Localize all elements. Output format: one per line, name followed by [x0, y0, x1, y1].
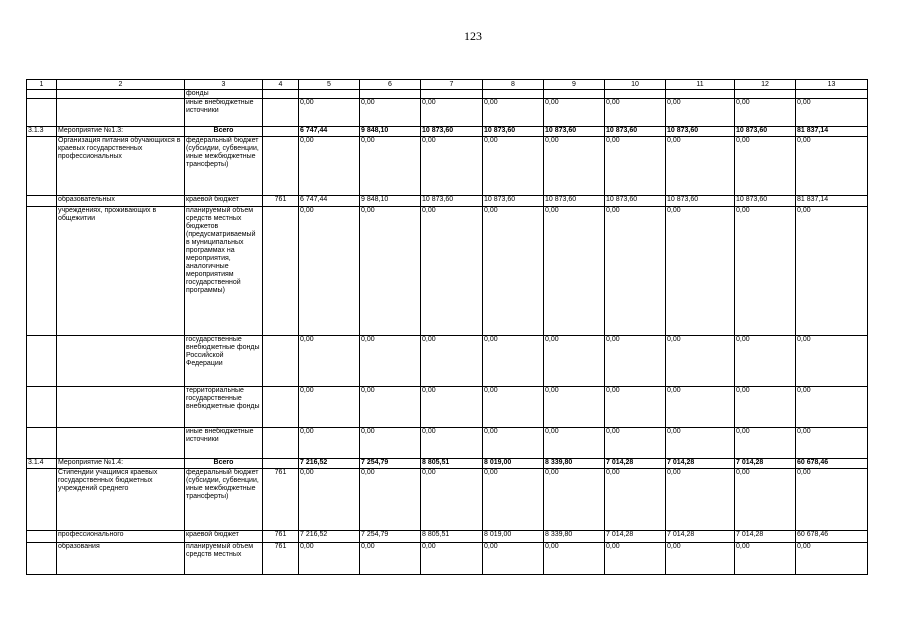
- table-cell: 81 837,14: [796, 196, 868, 207]
- table-cell: 8 019,00: [483, 531, 544, 543]
- table-cell: [483, 90, 544, 99]
- table-row: [27, 336, 868, 387]
- table-cell: 0,00: [666, 543, 735, 575]
- table-cell: 10 873,60: [544, 127, 605, 137]
- table-cell: 8 019,00: [483, 459, 544, 469]
- table-cell: Мероприятие №1.4:: [57, 459, 185, 469]
- table-cell: иные внебюджетные источники: [185, 428, 263, 459]
- column-header: 1: [27, 80, 57, 90]
- table-cell: 0,00: [483, 543, 544, 575]
- table-cell: 0,00: [666, 387, 735, 428]
- table-cell: [421, 90, 483, 99]
- table-cell: 0,00: [544, 207, 605, 336]
- table-cell: 3.1.3: [27, 127, 57, 137]
- table-cell: 0,00: [299, 99, 360, 127]
- table-cell: учреждениях, проживающих в общежитии: [57, 207, 185, 336]
- table-cell: 0,00: [796, 207, 868, 336]
- table-cell: 0,00: [735, 387, 796, 428]
- table-cell: 0,00: [299, 387, 360, 428]
- table-cell: 0,00: [483, 387, 544, 428]
- column-header: 8: [483, 80, 544, 90]
- table-cell: 0,00: [605, 336, 666, 387]
- table-cell: 0,00: [735, 469, 796, 531]
- table-cell: [263, 90, 299, 99]
- table-cell: [27, 531, 57, 543]
- table-cell: иные внебюджетные источники: [185, 99, 263, 127]
- table-cell: 9 848,10: [360, 127, 421, 137]
- table-cell: образования: [57, 543, 185, 575]
- table-cell: 0,00: [544, 387, 605, 428]
- table-cell: 0,00: [735, 336, 796, 387]
- table-cell: 7 014,28: [735, 459, 796, 469]
- table-cell: 0,00: [666, 469, 735, 531]
- table-cell: [27, 428, 57, 459]
- column-header: 9: [544, 80, 605, 90]
- table-cell: 7 014,28: [666, 459, 735, 469]
- table-cell: [263, 127, 299, 137]
- table-cell: краевой бюджет: [185, 531, 263, 543]
- table-row: [27, 459, 868, 469]
- table-cell: 0,00: [483, 469, 544, 531]
- table-row: [27, 99, 868, 127]
- table-cell: 10 873,60: [605, 127, 666, 137]
- table-cell: 0,00: [299, 207, 360, 336]
- table-cell: 0,00: [605, 428, 666, 459]
- table-cell: 7 014,28: [666, 531, 735, 543]
- column-header: 11: [666, 80, 735, 90]
- table-row: [27, 196, 868, 207]
- table-cell: 0,00: [360, 207, 421, 336]
- table-cell: [57, 90, 185, 99]
- table-cell: 0,00: [483, 137, 544, 196]
- table-cell: 7 014,28: [735, 531, 796, 543]
- table-cell: 0,00: [421, 137, 483, 196]
- column-header: 13: [796, 80, 868, 90]
- table-cell: 6 747,44: [299, 196, 360, 207]
- table-cell: [360, 90, 421, 99]
- table-cell: 0,00: [544, 469, 605, 531]
- table-cell: [27, 196, 57, 207]
- table-cell: 0,00: [421, 387, 483, 428]
- table-cell: 0,00: [360, 543, 421, 575]
- table-cell: Всего: [185, 459, 263, 469]
- table-cell: Всего: [185, 127, 263, 137]
- table-row: [27, 428, 868, 459]
- table-cell: 0,00: [483, 336, 544, 387]
- table-cell: 10 873,60: [605, 196, 666, 207]
- table-cell: 7 216,52: [299, 531, 360, 543]
- table-cell: 0,00: [544, 336, 605, 387]
- table-cell: 10 873,60: [735, 196, 796, 207]
- table-cell: 0,00: [605, 99, 666, 127]
- table-cell: 81 837,14: [796, 127, 868, 137]
- table-cell: 0,00: [544, 428, 605, 459]
- table-cell: 10 873,60: [735, 127, 796, 137]
- table-cell: 0,00: [544, 543, 605, 575]
- column-header: 10: [605, 80, 666, 90]
- budget-table: [26, 79, 868, 575]
- column-header: 2: [57, 80, 185, 90]
- table-row: [27, 531, 868, 543]
- page-number: 123: [464, 29, 482, 43]
- table-row: [27, 127, 868, 137]
- table-cell: 0,00: [299, 137, 360, 196]
- table-cell: [27, 207, 57, 336]
- column-header: 4: [263, 80, 299, 90]
- table-cell: [27, 99, 57, 127]
- table-cell: профессионального: [57, 531, 185, 543]
- table-cell: [57, 387, 185, 428]
- column-header: 5: [299, 80, 360, 90]
- table-cell: 10 873,60: [483, 127, 544, 137]
- table-cell: 0,00: [299, 543, 360, 575]
- table-cell: [27, 387, 57, 428]
- table-cell: 0,00: [796, 543, 868, 575]
- table-cell: 0,00: [735, 543, 796, 575]
- table-cell: 0,00: [666, 207, 735, 336]
- table-cell: 60 678,46: [796, 459, 868, 469]
- table-cell: 0,00: [605, 207, 666, 336]
- table-cell: 10 873,60: [666, 196, 735, 207]
- column-header: 12: [735, 80, 796, 90]
- table-cell: государственные внебюджетные фонды Российской Федерации: [185, 336, 263, 387]
- table-cell: 7 014,28: [605, 531, 666, 543]
- table-cell: 0,00: [666, 137, 735, 196]
- table-cell: [27, 137, 57, 196]
- table-cell: [666, 90, 735, 99]
- table-cell: 0,00: [544, 137, 605, 196]
- table-cell: 0,00: [483, 99, 544, 127]
- column-header: 7: [421, 80, 483, 90]
- table-cell: краевой бюджет: [185, 196, 263, 207]
- table-cell: 10 873,60: [666, 127, 735, 137]
- column-header: 6: [360, 80, 421, 90]
- table-cell: 7 254,79: [360, 531, 421, 543]
- table-row: [27, 90, 868, 99]
- table-cell: фонды: [185, 90, 263, 99]
- table-cell: 3.1.4: [27, 459, 57, 469]
- table-cell: 8 339,80: [544, 459, 605, 469]
- table-cell: 0,00: [796, 428, 868, 459]
- table-cell: 0,00: [421, 336, 483, 387]
- table-cell: 0,00: [666, 336, 735, 387]
- table-cell: 0,00: [735, 428, 796, 459]
- header-row: [27, 80, 868, 90]
- table-cell: 0,00: [735, 99, 796, 127]
- table-cell: 8 805,51: [421, 531, 483, 543]
- table-cell: 761: [263, 531, 299, 543]
- table-cell: 7 254,79: [360, 459, 421, 469]
- table-cell: 7 216,52: [299, 459, 360, 469]
- table-cell: 0,00: [605, 469, 666, 531]
- table-cell: 0,00: [421, 428, 483, 459]
- table-cell: 0,00: [360, 137, 421, 196]
- table-cell: [27, 469, 57, 531]
- table-cell: [57, 99, 185, 127]
- table-body: [27, 80, 868, 575]
- table-cell: [27, 90, 57, 99]
- table-cell: 0,00: [666, 99, 735, 127]
- table-cell: [263, 387, 299, 428]
- table-cell: 0,00: [360, 387, 421, 428]
- table-cell: [57, 428, 185, 459]
- table-row: [27, 469, 868, 531]
- table-cell: [263, 336, 299, 387]
- table-row: [27, 137, 868, 196]
- table-cell: федеральный бюджет (субсидии, субвенции, иные межбюджетные трансферты): [185, 469, 263, 531]
- table-cell: 761: [263, 196, 299, 207]
- table-cell: 0,00: [360, 336, 421, 387]
- table-cell: 761: [263, 469, 299, 531]
- table-cell: 0,00: [360, 469, 421, 531]
- table-cell: 0,00: [796, 387, 868, 428]
- table-row: [27, 207, 868, 336]
- column-header: 3: [185, 80, 263, 90]
- table-cell: 0,00: [605, 543, 666, 575]
- table-cell: 0,00: [735, 207, 796, 336]
- table-cell: Мероприятие №1.3:: [57, 127, 185, 137]
- table-cell: федеральный бюджет (субсидии, субвенции, иные межбюджетные трансферты): [185, 137, 263, 196]
- table-cell: 7 014,28: [605, 459, 666, 469]
- table-cell: 0,00: [360, 99, 421, 127]
- table-cell: 0,00: [483, 428, 544, 459]
- table-cell: 10 873,60: [421, 127, 483, 137]
- table-cell: 0,00: [796, 137, 868, 196]
- table-cell: 0,00: [796, 99, 868, 127]
- table-cell: [263, 428, 299, 459]
- table-cell: [263, 207, 299, 336]
- table-cell: 0,00: [299, 469, 360, 531]
- table-cell: 0,00: [299, 336, 360, 387]
- table-cell: 0,00: [796, 336, 868, 387]
- table-cell: планируемый объем средств местных бюджетов (предусматриваемый в муниципальных программах на мероприятия, аналогичные мероприятиям государственной программы): [185, 207, 263, 336]
- table-cell: Стипендии учащимся краевых государственных бюджетных учреждений среднего: [57, 469, 185, 531]
- table-cell: 761: [263, 543, 299, 575]
- table-cell: 8 339,80: [544, 531, 605, 543]
- table-cell: образовательных: [57, 196, 185, 207]
- table-cell: Организация питания обучающихся в краевых государственных профессиональных: [57, 137, 185, 196]
- table-cell: [27, 543, 57, 575]
- table-cell: 0,00: [299, 428, 360, 459]
- table-cell: 0,00: [421, 543, 483, 575]
- table-cell: 60 678,46: [796, 531, 868, 543]
- table-cell: [544, 90, 605, 99]
- table-cell: 0,00: [666, 428, 735, 459]
- table-cell: 0,00: [605, 137, 666, 196]
- table-cell: 0,00: [360, 428, 421, 459]
- table-cell: 0,00: [483, 207, 544, 336]
- table-cell: 10 873,60: [544, 196, 605, 207]
- table-cell: [263, 99, 299, 127]
- table-row: [27, 387, 868, 428]
- table-cell: [263, 459, 299, 469]
- table-cell: [796, 90, 868, 99]
- table-cell: [605, 90, 666, 99]
- table-cell: 10 873,60: [421, 196, 483, 207]
- table-cell: 0,00: [421, 207, 483, 336]
- table-cell: 0,00: [735, 137, 796, 196]
- table-cell: [27, 336, 57, 387]
- table-cell: 8 805,51: [421, 459, 483, 469]
- table-cell: [735, 90, 796, 99]
- table-cell: [57, 336, 185, 387]
- table-cell: территориальные государственные внебюджетные фонды: [185, 387, 263, 428]
- table-cell: 9 848,10: [360, 196, 421, 207]
- table-cell: 10 873,60: [483, 196, 544, 207]
- table-cell: 0,00: [421, 99, 483, 127]
- table-row: [27, 543, 868, 575]
- table-cell: планируемый объем средств местных: [185, 543, 263, 575]
- table-cell: 0,00: [421, 469, 483, 531]
- table-cell: 0,00: [544, 99, 605, 127]
- table-cell: 6 747,44: [299, 127, 360, 137]
- table-cell: 0,00: [796, 469, 868, 531]
- table-cell: 0,00: [605, 387, 666, 428]
- table-cell: [299, 90, 360, 99]
- table-cell: [263, 137, 299, 196]
